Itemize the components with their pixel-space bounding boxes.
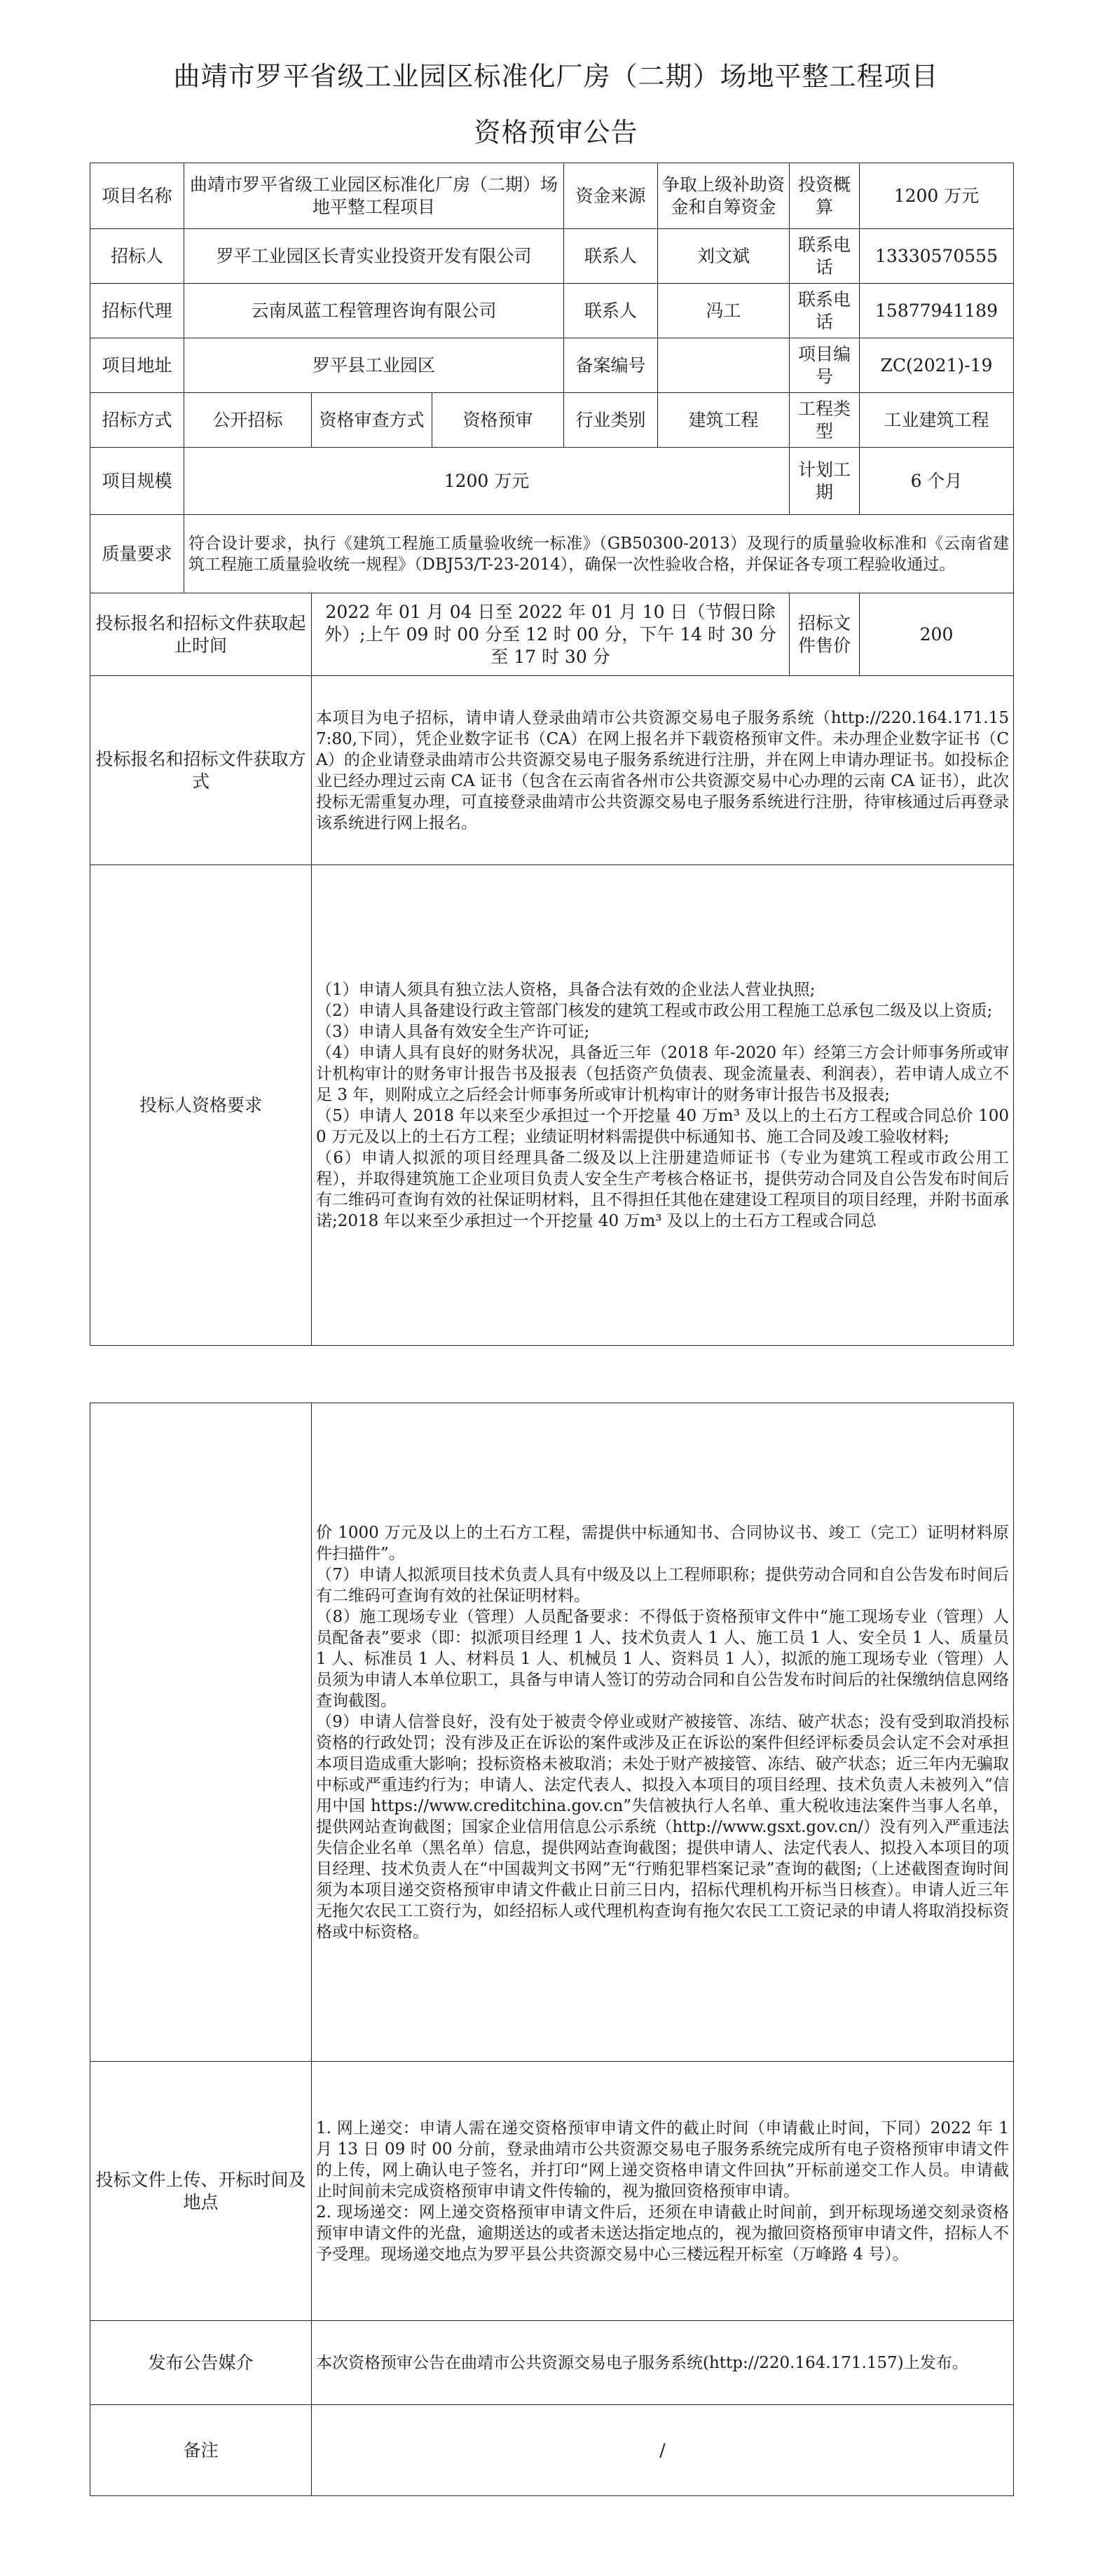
scale: 1200 万元 [184, 448, 790, 515]
project-name-label: 项目名称 [90, 163, 184, 229]
upload: 1. 网上递交：申请人需在递交资格预审申请文件的截止时间（申请截止时间，下同）2022 年 1 月 13 日 09 时 00 分前，登录曲靖市公共资源交易电子服务系统完成所有电子资格预审申请文件的上传，网上确认电子签名，并打印“网上递交资格申请文件回执”开标前递交工作人员。申请截止时间前未完成资格预审申请文件传输的，视为撤回资格预审申请。 2. 现场递交：网上递交资格预审申请文件后，还须在申请截止时间前，到开标现场递交刻录资格预审申请文件的光盘，逾期送达的或者未送达指定地点的，视为撤回资格预审申请文件，招标人不予受理。现场递交地点为罗平县公共资源交易中心三楼远程开标室（万峰路 4 号）。 [312, 2062, 1014, 2321]
quality: 符合设计要求，执行《建筑工程施工质量验收统一标准》（GB50300-2013）及现行的质量验收标准和《云南省建筑工程施工质量验收统一规程》（DBJ53/T-23-2014），确保一次性验收合格，并保证各专项工程验收通过。 [184, 515, 1014, 593]
tenderer-label: 招标人 [90, 229, 184, 284]
industry-label: 行业类别 [564, 393, 658, 448]
agency: 云南凤蓝工程管理咨询有限公司 [184, 284, 564, 338]
period-label: 计划工期 [790, 448, 860, 515]
address: 罗平县工业园区 [184, 338, 564, 393]
tenderer-phone-label: 联系电话 [790, 229, 860, 284]
engineering-type-label: 工程类型 [790, 393, 860, 448]
qualification-continued-label-cell [90, 1403, 312, 2062]
scale-label: 项目规模 [90, 448, 184, 515]
fund-source: 争取上级补助资金和自筹资金 [658, 163, 790, 229]
fund-source-label: 资金来源 [564, 163, 658, 229]
engineering-type: 工业建筑工程 [860, 393, 1014, 448]
method-label: 招标方式 [90, 393, 184, 448]
qualification-part2: 价 1000 万元及以上的土石方工程，需提供中标通知书、合同协议书、竣工（完工）证明材料原件扫描件”。 （7）申请人拟派项目技术负责人具有中级及以上工程师职称；提供劳动合同和自公告发布时间后有二维码可查询有效的社保证明材料。 （8）施工现场专业（管理）人员配备要求：不得低于资格预审文件中“施工现场专业（管理）人员配备表”要求（即：拟派项目经理 1 人、技术负责人 1 人、施工员 1 人、安全员 1 人、质量员 1 人、标准员 1 人、材料员 1 人、机械员 1 人、资料员 1 人），拟派的施工现场专业（管理）人员须为申请人本单位职工，具备与申请人签订的劳动合同和自公告发布时间后的社保缴纳信息网络查询截图。 （9）申请人信誉良好，没有处于被责令停业或财产被接管、冻结、破产状态；没有受到取消投标资格的行政处罚；没有涉及正在诉讼的案件或涉及正在诉讼的案件但经评标委员会认定不会对承担本项目造成重大影响；投标资格未被取消；未处于财产被接管、冻结、破产状态；近三年内无骗取中标或严重违约行为；申请人、法定代表人、拟投入本项目的项目经理、技术负责人未被列入“信用中国 https://www.creditchina.gov.cn”失信被执行人名单、重大税收违法案件当事人名单，提供网站查询截图；国家企业信用信息公示系统（http://www.gsxt.gov.cn/）没有列入严重违法失信企业名单（黑名单）信息，提供网站查询截图；提供申请人、法定代表人、拟投入本项目的项目经理、技术负责人在“中国裁判文书网”无“行贿犯罪档案记录”查询的截图;（上述截图查询时间须为本项目递交资格预审申请文件截止日前三日内，招标代理机构开标当日核查）。申请人近三年无拖欠农民工工资行为，如经招标人或代理机构查询有拖欠农民工工资记录的申请人将取消投标资格或中标资格。 [312, 1403, 1014, 2062]
project-name: 曲靖市罗平省级工业园区标准化厂房（二期）场地平整工程项目 [184, 163, 564, 229]
qualification-part1: （1）申请人须具有独立法人资格，具备合法有效的企业法人营业执照; （2）申请人具备建设行政主管部门核发的建筑工程或市政公用工程施工总承包二级及以上资质; （3）申请人具备有效安全生产许可证; （4）申请人具有良好的财务状况，具备近三年（2018 年-2020 年）经第三方会计师事务所或审计机构审计的财务审计报告书及报表（包括资产负债表、现金流量表、利润表），若申请人成立不足 3 年，则附成立之后经会计师事务所或审计机构审计的财务审计报告书及报表; （5）申请人 2018 年以来至少承担过一个开挖量 40 万m³ 及以上的土石方工程或合同总价 1000 万元及以上的土石方工程；业绩证明材料需提供中标通知书、施工合同及竣工验收材料; （6）申请人拟派的项目经理具备二级及以上注册建造师证书（专业为建筑工程或市政公用工程），并取得建筑施工企业项目负责人安全生产考核合格证书，提供劳动合同及自公告发布时间后有二维码可查询有效的社保证明材料，且不得担任其他在建建设工程项目的项目经理，并附书面承诺;2018 年以来至少承担过一个开挖量 40 万m³ 及以上的土石方工程或合同总 [312, 865, 1014, 1346]
qualification-label: 投标人资格要求 [90, 865, 312, 1346]
remarks-label: 备注 [90, 2405, 312, 2496]
notice-table-part2 [90, 1403, 1014, 2496]
period: 6 个月 [860, 448, 1014, 515]
review-method: 资格预审 [432, 393, 564, 448]
agency-phone-label: 联系电话 [790, 284, 860, 338]
media-label: 发布公告媒介 [90, 2321, 312, 2405]
investment: 1200 万元 [860, 163, 1014, 229]
agency-contact-label: 联系人 [564, 284, 658, 338]
signup-method: 本项目为电子招标，请申请人登录曲靖市公共资源交易电子服务系统（http://220.164.171.157:80,下同），凭企业数字证书（CA）在网上报名并下载资格预审文件。未办理企业数字证书（CA）的企业请登录曲靖市公共资源交易电子服务系统进行注册，并在网上申请办理证书。如投标企业已经办理过云南 CA 证书（包含在云南省各州市公共资源交易中心办理的云南 CA 证书），此次投标无需重复办理，可直接登录曲靖市公共资源交易电子服务系统进行注册，待审核通过后再登录该系统进行网上报名。 [312, 676, 1014, 865]
notice-subtitle: 资格预审公告 [474, 117, 638, 148]
upload-label: 投标文件上传、开标时间及地点 [90, 2062, 312, 2321]
doc-price: 200 [860, 593, 1014, 676]
quality-label: 质量要求 [90, 515, 184, 593]
method: 公开招标 [184, 393, 312, 448]
record-no [658, 338, 790, 393]
doc-price-label: 招标文件售价 [790, 593, 860, 676]
remarks: / [312, 2405, 1014, 2496]
tenderer-contact-label: 联系人 [564, 229, 658, 284]
industry: 建筑工程 [658, 393, 790, 448]
tenderer-contact: 刘文斌 [658, 229, 790, 284]
notice-title: 曲靖市罗平省级工业园区标准化厂房（二期）场地平整工程项目 [173, 61, 939, 92]
agency-contact: 冯工 [658, 284, 790, 338]
signup-method-label: 投标报名和招标文件获取方式 [90, 676, 312, 865]
record-no-label: 备案编号 [564, 338, 658, 393]
signup-time-label: 投标报名和招标文件获取起止时间 [90, 593, 312, 676]
project-no: ZC(2021)-19 [860, 338, 1014, 393]
investment-label: 投资概算 [790, 163, 860, 229]
agency-phone: 15877941189 [860, 284, 1014, 338]
signup-time: 2022 年 01 月 04 日至 2022 年 01 月 10 日（节假日除外）;上午 09 时 00 分至 12 时 00 分，下午 14 时 30 分至 17 时 30 分 [312, 593, 790, 676]
tenderer-phone: 13330570555 [860, 229, 1014, 284]
review-method-label: 资格审查方式 [312, 393, 432, 448]
agency-label: 招标代理 [90, 284, 184, 338]
notice-table-part1 [90, 163, 1014, 1346]
project-no-label: 项目编号 [790, 338, 860, 393]
media: 本次资格预审公告在曲靖市公共资源交易电子服务系统(http://220.164.171.157)上发布。 [312, 2321, 1014, 2405]
tenderer: 罗平工业园区长青实业投资开发有限公司 [184, 229, 564, 284]
address-label: 项目地址 [90, 338, 184, 393]
